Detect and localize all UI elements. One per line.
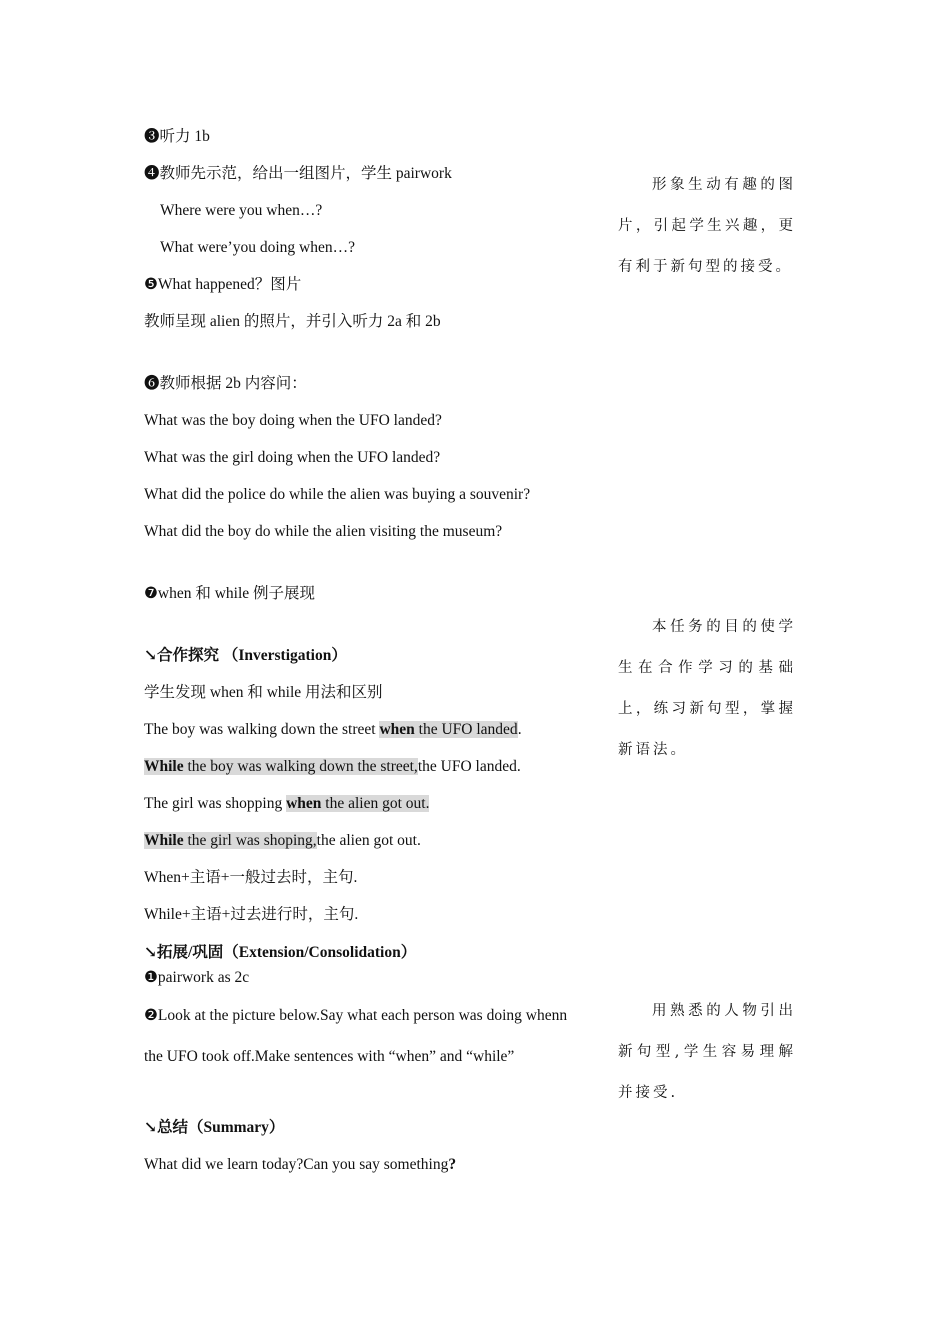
- note-rest: 生在合作学习的基础上，练习新句型，掌握新语法。: [618, 660, 796, 758]
- step-6-line: ❻教师根据 2b 内容问：: [144, 375, 307, 392]
- sentence-text: the alien got out.: [316, 832, 421, 849]
- keyword-while: While: [144, 832, 184, 849]
- example-sentence-3: [144, 794, 429, 814]
- step-5-line: ❺What happened？图片: [144, 276, 302, 293]
- side-note-2: [618, 607, 796, 771]
- rule-when-line: When+主语+一般过去时，主句.: [144, 869, 358, 886]
- question-boy-line: What was the boy doing when the UFO landed?: [144, 412, 442, 429]
- highlighted-text: the alien got out.: [321, 795, 430, 812]
- sentence-text: the UFO landed.: [417, 758, 521, 775]
- sentence-text: The girl was shopping: [144, 795, 287, 812]
- note-first-line: 形象生动有趣的图: [652, 177, 796, 193]
- example-sentence-4: [144, 831, 421, 851]
- extension-step-2: ❷Look at the picture below.Say what each person was doing whenn: [144, 1007, 568, 1024]
- step-3-line: ❸听力 1b: [144, 128, 210, 145]
- question-what-doing-line: What were’you doing when…?: [160, 239, 355, 256]
- note-first-line: 用熟悉的人物引出: [652, 1003, 796, 1019]
- investigation-intro-line: 学生发现 when 和 while 用法和区别: [144, 684, 383, 701]
- side-note-3: [618, 991, 796, 1114]
- question-museum-line: What did the boy do while the alien visiting the museum?: [144, 523, 503, 540]
- section-heading-investigation: ↘合作探究 （Inverstigation）: [144, 647, 347, 664]
- step-7-line: ❼when 和 while 例子展现: [144, 585, 316, 602]
- keyword-while: While: [144, 758, 184, 775]
- highlighted-text: the girl was shoping,: [183, 832, 317, 849]
- section-heading-extension: ↘拓展/巩固（Extension/Consolidation）: [144, 944, 417, 961]
- extension-step-2-cont: the UFO took off.Make sentences with “when” and “while”: [144, 1048, 515, 1065]
- sentence-end: .: [517, 721, 522, 738]
- note-first-line: 本任务的目的使学: [652, 619, 796, 635]
- sentence-text: The boy was walking down the street: [144, 721, 380, 738]
- summary-text: What did we learn today?Can you say something: [144, 1156, 449, 1173]
- question-police-line: What did the police do while the alien was buying a souvenir?: [144, 486, 531, 503]
- step-4-line: ❹教师先示范，给出一组图片，学生 pairwork: [144, 165, 452, 182]
- note-rest: 新句型,学生容易理解并接受.: [618, 1044, 796, 1101]
- side-note-1: [618, 165, 796, 288]
- section-heading-summary: ↘总结（Summary）: [144, 1119, 285, 1136]
- keyword-when: when: [379, 721, 415, 738]
- question-girl-line: What was the girl doing when the UFO landed?: [144, 449, 441, 466]
- highlighted-text: the UFO landed: [414, 721, 518, 738]
- extension-step-1: ❶pairwork as 2c: [144, 969, 250, 986]
- question-mark: ?: [448, 1156, 457, 1173]
- alien-photo-line: 教师呈现 alien 的照片，并引入听力 2a 和 2b: [144, 313, 441, 330]
- question-where-line: Where were you when…?: [160, 202, 323, 219]
- example-sentence-1: [144, 720, 522, 740]
- note-rest: 片，引起学生兴趣，更有利于新句型的接受。: [618, 218, 796, 275]
- example-sentence-2: [144, 757, 521, 777]
- rule-while-line: While+主语+过去进行时，主句.: [144, 906, 359, 923]
- keyword-when: when: [286, 795, 322, 812]
- highlighted-text: the boy was walking down the street,: [183, 758, 418, 775]
- summary-question-line: [144, 1155, 456, 1175]
